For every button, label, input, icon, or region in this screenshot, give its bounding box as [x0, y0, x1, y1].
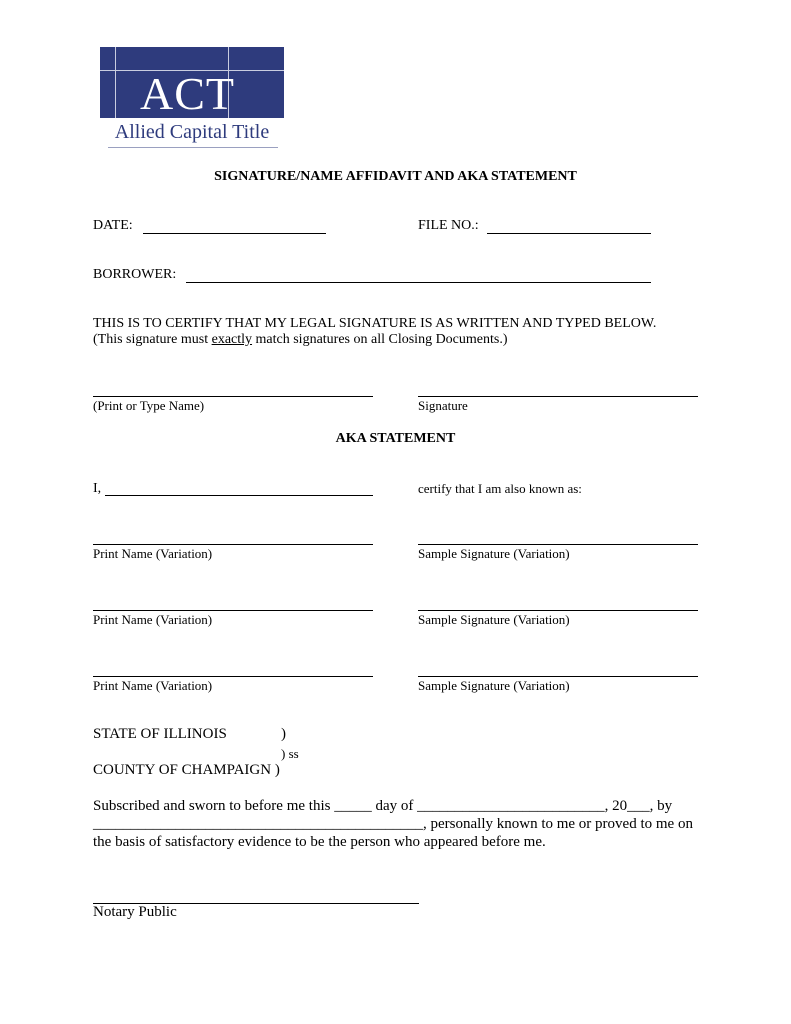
date-label: DATE:	[93, 218, 133, 233]
variation-signature-field[interactable]	[418, 676, 698, 677]
variation-signature-label: Sample Signature (Variation)	[418, 546, 570, 561]
borrower-label: BORROWER:	[93, 267, 177, 282]
sworn-statement-line: ____________________________________________, personally known to me or proved to me on	[93, 816, 693, 832]
company-logo	[100, 47, 284, 151]
variation-print-label: Print Name (Variation)	[93, 546, 213, 561]
aka-i-label: I,	[93, 481, 102, 496]
sworn-statement-line: Subscribed and sworn to before me this _____ day of _________________________, 20___, by	[93, 798, 673, 814]
logo-underline	[108, 147, 278, 148]
variation-print-label: Print Name (Variation)	[93, 678, 213, 693]
logo-box	[100, 47, 284, 118]
sworn-statement-line: the basis of satisfactory evidence to be the person who appeared before me.	[93, 834, 546, 850]
variation-print-label: Print Name (Variation)	[93, 612, 213, 627]
variation-print-field[interactable]	[93, 544, 373, 545]
file-no-label: FILE NO.:	[418, 218, 479, 233]
variation-signature-label: Sample Signature (Variation)	[418, 678, 570, 693]
state-label: STATE OF ILLINOIS	[93, 726, 227, 742]
logo-letters: ACT	[140, 68, 235, 119]
logo-rule	[115, 47, 116, 118]
signature-field[interactable]	[418, 396, 698, 397]
date-field[interactable]	[143, 233, 326, 234]
venue-paren: )	[281, 726, 286, 742]
county-label: COUNTY OF CHAMPAIGN )	[93, 762, 280, 778]
form-title: SIGNATURE/NAME AFFIDAVIT AND AKA STATEMENT	[214, 169, 577, 184]
emphasis-exactly: exactly	[211, 332, 253, 347]
variation-print-field[interactable]	[93, 610, 373, 611]
ss-label: ) ss	[281, 746, 299, 761]
file-no-field[interactable]	[487, 233, 651, 234]
variation-signature-field[interactable]	[418, 544, 698, 545]
print-name-label: (Print or Type Name)	[93, 398, 205, 413]
aka-certify-text: certify that I am also known as:	[418, 481, 582, 496]
variation-print-field[interactable]	[93, 676, 373, 677]
variation-signature-field[interactable]	[418, 610, 698, 611]
certify-note: (This signature must exactly match signatures on all Closing Documents.)	[93, 332, 508, 347]
print-name-field[interactable]	[93, 396, 373, 397]
notary-public-label: Notary Public	[93, 904, 177, 920]
borrower-field[interactable]	[186, 282, 651, 283]
variation-signature-label: Sample Signature (Variation)	[418, 612, 570, 627]
certify-statement: THIS IS TO CERTIFY THAT MY LEGAL SIGNATURE IS AS WRITTEN AND TYPED BELOW.	[93, 316, 657, 331]
aka-heading: AKA STATEMENT	[335, 431, 456, 446]
aka-name-field[interactable]	[105, 495, 373, 496]
signature-label: Signature	[418, 398, 468, 413]
logo-company-name: Allied Capital Title	[114, 121, 270, 143]
